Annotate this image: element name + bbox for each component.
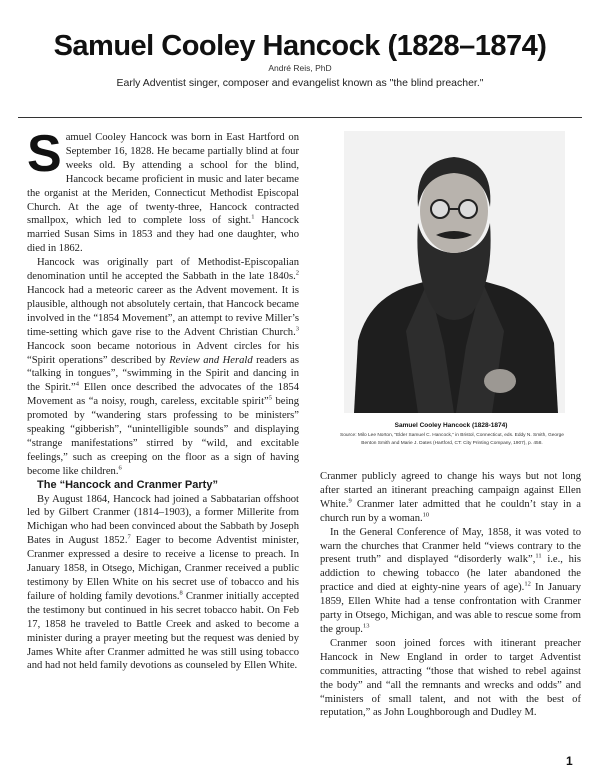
- header-divider: [18, 117, 582, 118]
- footnote-ref: 6: [118, 464, 122, 472]
- intro-paragraph: Samuel Cooley Hancock was born in East Hartford on September 16, 1828. He became partially blind at four weeks old. By attending a school for the blind, Hancock became proficient in music and later became the organist at the Meriden, Connecticut Methodist Episcopal Church. At the age of twenty-three, Hancock contracted smallpox, which led to complete loss of sight.$^1$ Hancock married Susan Sims in 1853 and they had one daughter, who died in 1862.: [27, 125, 299, 255]
- footnote-ref: 13: [362, 622, 370, 630]
- drop-cap: S: [27, 125, 62, 183]
- body-paragraph: By August 1864, Hancock had joined a Sabbatarian offshoot led by Gilbert Cranmer (1814–1903), a former Millerite from Michigan who had been convinced about the Sabbath by Joseph Bates in August 1852.$^7$ Eager to become Adventist minister, Cranmer expressed a desire to receive a license to preach. In January 1858, in Otsego, Michigan, Cranmer received a public testimony by Ellen White on his secret use of tobacco and his failure of holding family devotions.$^8$ Cranmer initially accepted the testimony but continued in his secret tobacco habit. On Feb 17, 1858 he traveled to Battle Creek and asked to become a minister during a prayer meeting but the request was denied by James White after Cranmer admitted he was still using tobacco and had not held family devotions as counseled by Ellen White.: [27, 493, 299, 672]
- author-byline: André Reis, PhD: [268, 63, 332, 73]
- body-paragraph: Cranmer publicly agreed to change his ways but not long after started an itinerant preaching campaign against Ellen White.$^9$ Cranmer later admitted that he couldn’t stay in a church run by a woman.$^{10}$: [320, 471, 581, 524]
- footnote-ref: 4: [75, 380, 80, 388]
- footnote-ref: 5: [268, 394, 272, 402]
- body-paragraph: Cranmer soon joined forces with itinerant preacher Hancock in New England in order to target Adventist communities, attracting “those that wished to rebel against the body” and “all the remnants and wrecks and odds” and “ministers of small talent, and not with the best of reputation,” as John Loughborough and Dudley M.: [320, 637, 581, 719]
- article-title: Samuel Cooley Hancock (1828–1874): [53, 30, 547, 62]
- figure-caption-source: Source: Milo Lee Norton, “Elder Samuel C. Hancock,” in Bristol, Connecticut, eds. Eddy N. Smith, George Benton Smith and Marie J. Dates (Hartford, CT: City Printing Company, 1907), p. 458.: [340, 433, 564, 446]
- article-subtitle: Early Adventist singer, composer and evangelist known as "the blind preacher.": [116, 77, 484, 89]
- page-number: 1: [566, 754, 573, 768]
- footnote-ref: 11: [535, 552, 542, 560]
- body-paragraph: In the General Conference of May, 1858, it was voted to warn the churches that Cranmer held “views contrary to the present truth” and displayed “disorderly walk”,$^{11}$ i.e., his addiction to chewing tobacco (he later abandoned the practice and died at eighty-nine years of age).$^{12}$ In January 1859, Ellen White had a tense confrontation with Cranmer party in Otsego, Michigan, and was able to rescue some from the group.$^{13}$: [320, 526, 581, 635]
- periodical-title: Review and Herald: [169, 354, 253, 366]
- footnote-ref: 1: [251, 213, 255, 221]
- body-paragraph: Hancock was originally part of Methodist-Episcopalian denomination until he accepted the Sabbath in the late 1840s.$^2$ Hancock had a meteoric career as the Advent movement. It is plausible, although not absolutely certain, that Hancock became involved in the “1854 Movement”, an attempt to revive Miller’s time-setting which gave rise to the Advent Christian Church.$^3$ Hancock soon became notorious in Advent circles for his “Spirit operations” described by Review and Herald readers as “talking in tongues”, “swimming in the Spirit and dancing in the Spirit.”$^4$ Ellen once described the advocates of the 1854 Movement as “a noisy, rough, careless, excitable spirit”$^5$ being promoted by “wandering stars professing to be ministers” speaking “gibberish”, “unintelligible sounds” and displaying “strange manifestations” stirred by “wild, and excitable feelings,” such as creeping on the floor as a sign of having become like children.$^6$: [27, 257, 300, 477]
- left-column: [27, 125, 300, 673]
- right-column: [320, 470, 581, 720]
- footnote-ref: 2: [295, 269, 299, 277]
- footnote-ref: 12: [524, 580, 531, 588]
- portrait-photo: [344, 131, 565, 413]
- footnote-ref: 3: [295, 325, 299, 333]
- footnote-ref: 8: [179, 589, 183, 597]
- footnote-ref: 9: [348, 497, 352, 505]
- portrait-illustration: [344, 131, 565, 413]
- footnote-ref: 7: [127, 533, 131, 541]
- section-heading: The “Hancock and Cranmer Party”: [37, 478, 218, 491]
- figure-caption-title: Samuel Cooley Hancock (1828-1874): [394, 422, 508, 429]
- footnote-ref: 10: [422, 511, 430, 519]
